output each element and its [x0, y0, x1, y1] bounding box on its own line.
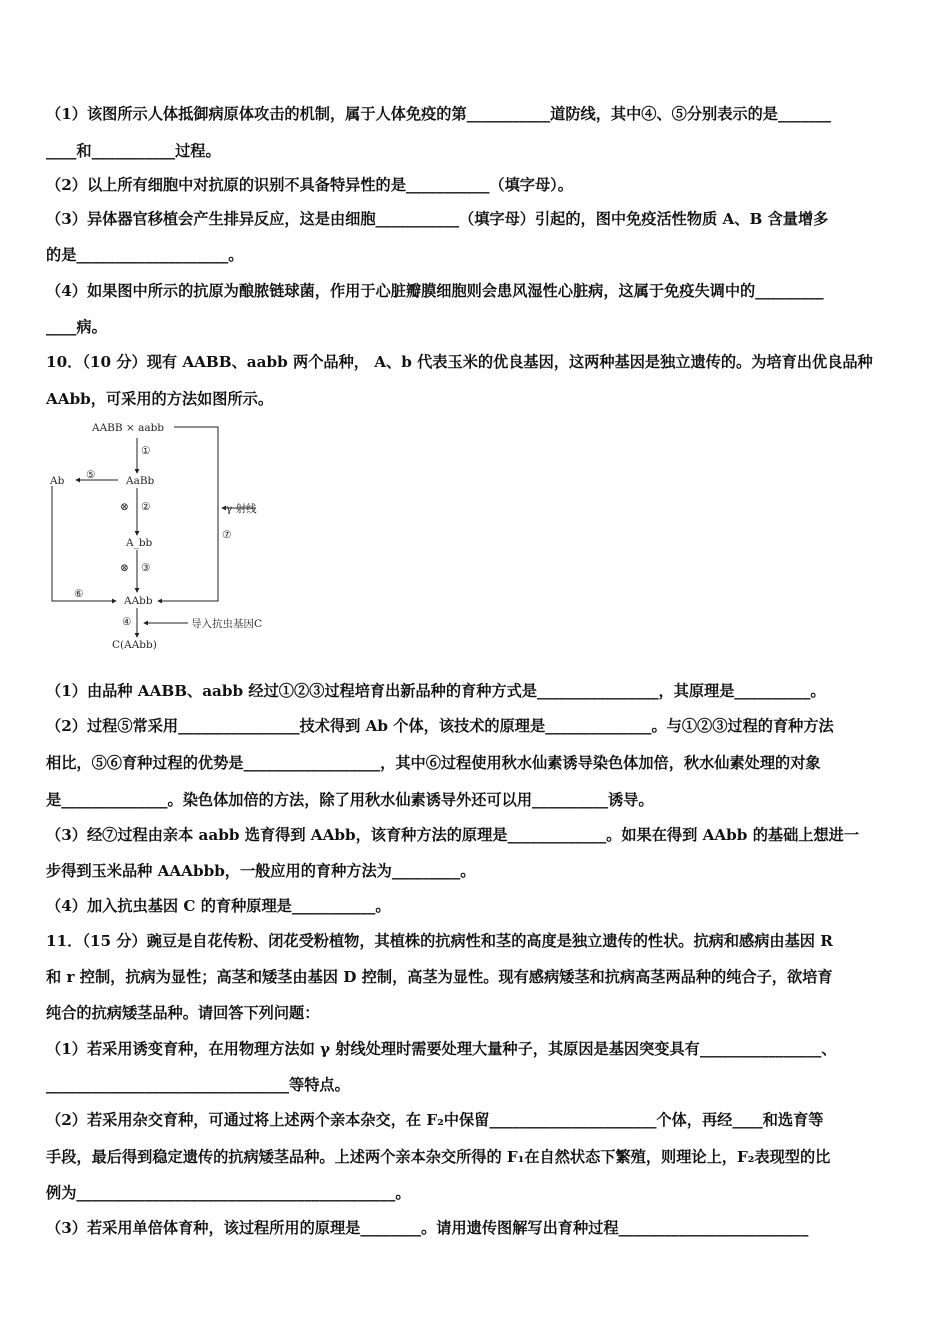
text-line: （3）异体器官移植会产生排异反应，这是由细胞___________（填字母）引起的，图中免疫活性物质 A、B 含量增多: [46, 210, 829, 228]
step-3-label: ③: [141, 562, 151, 574]
text-line: AAbb，可采用的方法如图所示。: [46, 390, 274, 408]
text-line: ________________________________等特点。: [46, 1076, 350, 1094]
text-line: （1）若采用诱变育种，在用物理方法如 γ 射线处理时需要处理大量种子，其原因是基因突变具有________________、: [46, 1040, 837, 1058]
self-cross-icon: ⊗: [120, 501, 129, 513]
text-line: （2）若采用杂交育种，可通过将上述两个亲本杂交，在 F₂中保留______________________个体，再经____和选育等: [46, 1111, 824, 1129]
text-line: 例为__________________________________________。: [46, 1184, 411, 1202]
question-11-stem: 11．（15 分）豌豆是自花传粉、闭花受粉植物，其植株的抗病性和茎的高度是独立遗传的性状。抗病和感病由基因 R: [46, 932, 833, 950]
text-line: （4）加入抗虫基因 C 的育种原理是___________。: [46, 897, 391, 915]
text-line: （1）由品种 AABB、aabb 经过①②③过程培育出新品种的育种方式是________________，其原理是__________。: [46, 682, 826, 700]
text-line: ____病。: [46, 318, 107, 336]
step-2-label: ②: [141, 501, 151, 513]
text-line: 相比，⑤⑥育种过程的优势是__________________，其中⑥过程使用秋水仙素诱导染色体加倍，秋水仙素处理的对象: [46, 754, 821, 772]
result-label: C(AAbb): [112, 639, 157, 651]
text-line: ____和___________过程。: [46, 142, 221, 160]
text-line: 手段，最后得到稳定遗传的抗病矮茎品种。上述两个亲本杂交所得的 F₁在自然状态下繁殖，则理论上，F₂表现型的比: [46, 1148, 831, 1166]
step-7-label: ⑦: [222, 529, 232, 541]
text-line: 的是____________________。: [46, 246, 244, 264]
self-cross-icon: ⊗: [120, 562, 129, 574]
target-label: AAbb: [124, 595, 153, 607]
f1-label: AaBb: [126, 475, 155, 487]
intermediate-label: A_bb: [126, 537, 153, 549]
text-line: 和 r 控制，抗病为显性；高茎和矮茎由基因 D 控制，高茎为显性。现有感病矮茎和抗病高茎两品种的纯合子，欲培育: [46, 968, 833, 986]
haploid-label: Ab: [50, 475, 65, 487]
text-line: （4）如果图中所示的抗原为酿脓链球菌，作用于心脏瓣膜细胞则会患风湿性心脏病，这属于免疫失调中的_________: [46, 282, 824, 300]
question-10-stem: 10．（10 分）现有 AABB、aabb 两个品种， A、b 代表玉米的优良基因，这两种基因是独立遗传的。为培育出优良品种: [46, 353, 873, 371]
text-line: （3）经⑦过程由亲本 aabb 选育得到 AAbb，该育种方法的原理是_____________。如果在得到 AAbb 的基础上想进一: [46, 826, 860, 844]
breeding-diagram: [46, 418, 296, 654]
text-line: （2）以上所有细胞中对抗原的识别不具备特异性的是___________（填字母）。: [46, 176, 573, 194]
text-line: 步得到玉米品种 AAAbbb，一般应用的育种方法为_________。: [46, 862, 476, 880]
text-line: （1）该图所示人体抵御病原体攻击的机制，属于人体免疫的第___________道防线，其中④、⑤分别表示的是_______: [46, 105, 832, 123]
step-1-label: ①: [141, 445, 151, 457]
text-line: （2）过程⑤常采用________________技术得到 Ab 个体，该技术的原理是______________。与①②③过程的育种方法: [46, 717, 834, 735]
parents-label: AABB × aabb: [92, 422, 165, 434]
step-6-label: ⑥: [74, 588, 84, 600]
text-line: 是______________。染色体加倍的方法，除了用秋水仙素诱导外还可以用__________诱导。: [46, 791, 654, 809]
insert-gene-label: 导入抗虫基因C: [191, 618, 263, 630]
step-4-label: ④: [122, 616, 132, 628]
text-line: （3）若采用单倍体育种，该过程所用的原理是________。请用遗传图解写出育种过程_________________________: [46, 1219, 809, 1237]
text-line: 纯合的抗病矮茎品种。请回答下列问题：: [46, 1004, 320, 1022]
step-5-label: ⑤: [86, 469, 96, 481]
gamma-ray-label: γ 射线: [226, 503, 257, 515]
